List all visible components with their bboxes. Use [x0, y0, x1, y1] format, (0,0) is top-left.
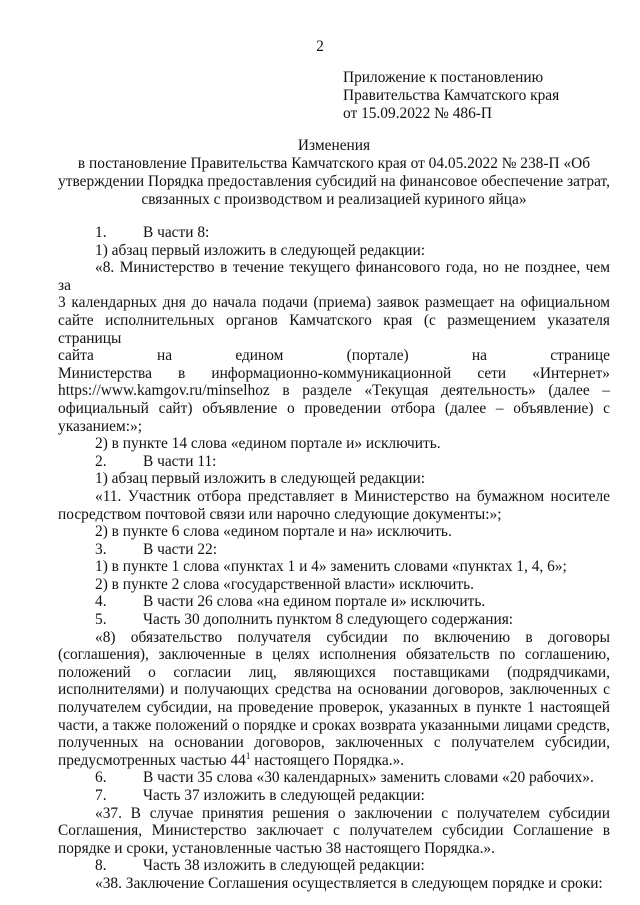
item-text: В части 26 слова «на едином портале и» исключить. [143, 593, 486, 611]
text-line: полученных на основании договоров, заключенных с получателем субсидии, [58, 734, 610, 752]
item-number: 6. [95, 769, 107, 787]
text-line: Соглашения, Министерство заключает с получателем субсидии Соглашение в [58, 822, 610, 840]
text-line: Министерства в информационно-коммуникационной сети «Интернет» [58, 364, 610, 382]
item-number: 3. [95, 540, 107, 558]
superscript: 1 [245, 750, 251, 761]
title-line: в постановление Правительства Камчатского края от 04.05.2022 № 238-П «Об [77, 155, 591, 172]
item-text: В части 8: [143, 224, 210, 241]
item-number: 8. [95, 857, 107, 875]
item-number: 2. [95, 452, 107, 470]
item-text: В части 11: [143, 452, 217, 470]
text-fragment: предусмотренных частью 44 [58, 751, 246, 769]
text-line: посредством почтовой связи или нарочно следующие документы:»; [58, 505, 502, 523]
text-line: «37. В случае принятия решения о заключении с получателем субсидии [95, 804, 610, 822]
numbered-item [58, 541, 610, 559]
numbered-item [58, 769, 610, 787]
item-text: В части 22: [143, 540, 217, 558]
numbered-item [58, 611, 610, 629]
item-text: В части 35 слова «30 календарных» заменить словами «20 рабочих». [143, 769, 594, 787]
text-line: 2) в пункте 14 слова «едином портале и» исключить. [95, 435, 441, 453]
numbered-item [58, 593, 610, 611]
text-line: 3 календарных дня до начала подачи (приема) заявок размещает на официальном [58, 294, 610, 312]
text-line: «8) обязательство получателя субсидии по включению в договоры [95, 628, 610, 646]
title-line: связанных с производством и реализацией куриного яйца» [141, 191, 527, 208]
text-line: положений о согласии лиц, являющихся поставщиками (подрядчиками, [58, 663, 610, 681]
attachment-line: Приложение к постановлению [343, 69, 544, 86]
numbered-item [58, 224, 610, 242]
item-number: 1. [95, 224, 107, 241]
text-line: 2) в пункте 6 слова «едином портале и на» исключить. [95, 523, 452, 541]
text-line [58, 752, 610, 770]
text-line: получателем субсидии, на проведение проверок, указанных в пункте 1 настоящей [58, 699, 610, 717]
text-line: 2) в пункте 2 слова «государственной власти» исключить. [95, 575, 474, 593]
page-number: 2 [316, 38, 324, 55]
attachment-line: от 15.09.2022 № 486-П [343, 105, 493, 122]
text-line: 1) абзац первый изложить в следующей редакции: [95, 470, 426, 488]
text-line: сайте исполнительных органов Камчатского края (с размещением указателя страницы [58, 311, 610, 347]
attachment-block [343, 69, 559, 123]
text-line: 1) абзац первый изложить в следующей редакции: [95, 241, 426, 259]
text-line: указанием:»; [58, 417, 142, 435]
text-line: порядке и сроки, установленные частью 38 настоящего Порядка.». [58, 839, 495, 857]
numbered-item [58, 787, 610, 805]
text-line: (соглашения), заключенные в целях исполнения обязательств по соглашению, [58, 646, 610, 664]
attachment-line: Правительства Камчатского края [343, 87, 560, 104]
text-line: «8. Министерство в течение текущего финансового года, но не позднее, чем за [58, 259, 610, 294]
text-fragment: настоящего Порядка.». [250, 751, 405, 769]
item-number: 5. [95, 611, 107, 629]
text-line: части, а также положений о порядке и сроках возврата указанными лицами средств, [58, 716, 610, 734]
item-text: Часть 38 изложить в следующей редакции: [143, 857, 425, 875]
document-title [58, 137, 610, 209]
text-line: https://www.kamgov.ru/minselhoz в разделе «Текущая деятельность» (далее – [58, 382, 610, 400]
item-text: Часть 37 изложить в следующей редакции: [143, 787, 425, 804]
text-line: сайта на едином (портале) на странице [58, 347, 610, 365]
title-line: утверждении Порядка предоставления субсидий на финансовое обеспечение затрат, [58, 173, 610, 190]
numbered-item [58, 453, 610, 471]
text-line: «11. Участник отбора представляет в Министерство на бумажном носителе [95, 487, 610, 505]
item-number: 7. [95, 787, 107, 804]
text-line: официальный сайт) объявление о проведении отбора (далее – объявление) с [58, 399, 610, 417]
item-number: 4. [95, 593, 107, 611]
text-line: исполнителями) и получающих средства на основании договоров, заключенных с [58, 681, 610, 699]
title-heading: Изменения [297, 137, 371, 154]
numbered-item [58, 857, 610, 875]
text-line: «38. Заключение Соглашения осуществляется в следующем порядке и сроки: [95, 874, 603, 892]
text-line: 1) в пункте 1 слова «пунктах 1 и 4» заменить словами «пунктах 1, 4, 6»; [95, 558, 567, 576]
item-text: Часть 30 дополнить пунктом 8 следующего содержания: [143, 611, 514, 629]
document-body [58, 224, 610, 893]
